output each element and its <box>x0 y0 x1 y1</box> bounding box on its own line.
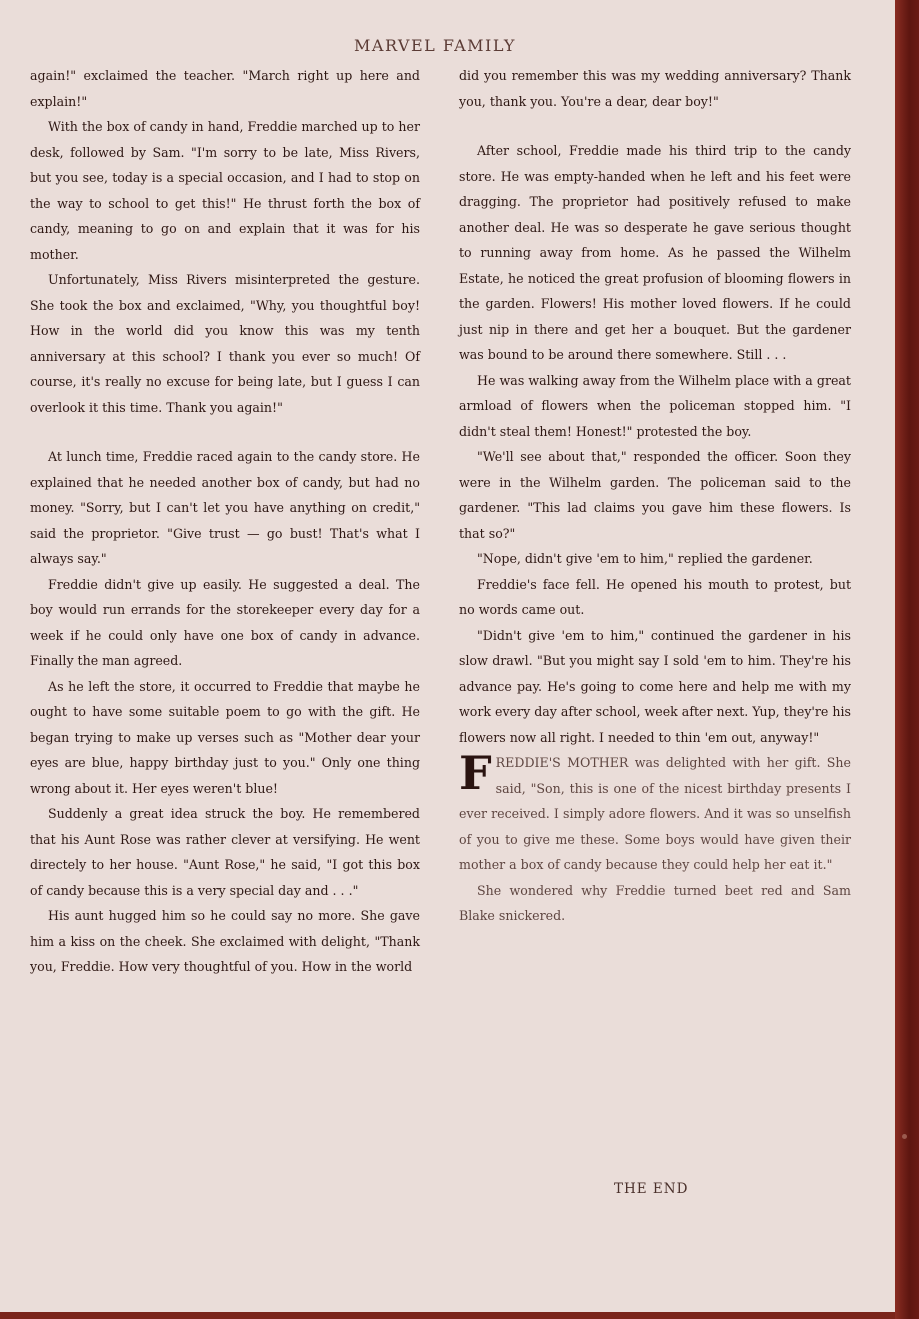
paragraph: As he left the store, it occurred to Freddie that maybe he ought to have some suitable poem to go with the gift. He began trying to make up verses such as "Mother dear your eyes are blue, happy birthday just to you." Only one thing wrong about it. Her eyes weren't blue! <box>30 678 420 796</box>
page-edge <box>895 0 919 1319</box>
paragraph: "Nope, didn't give 'em to him," replied the gardener. <box>477 551 813 566</box>
paragraph: Freddie didn't give up easily. He suggested a deal. The boy would run errands for the storekeeper every day for a week if he could only have one box of candy in advance. Finally the man agreed. <box>30 576 420 668</box>
paragraph: Unfortunately, Miss Rivers misinterpreted the gesture. She took the box and exclaimed, "Why, you thoughtful boy! How in the world did you know this was my tenth anniversary at this school? I thank you ever so much! Of course, it's really no excuse for being late, but I guess I can overlook it this time. Thank you again!" <box>30 272 420 415</box>
the-end-label: THE END <box>614 1181 689 1197</box>
paragraph: At lunch time, Freddie raced again to the candy store. He explained that he needed another box of candy, but had no money. "Sorry, but I can't let you have anything on credit," said the proprietor. "Give trust — go bust! That's what I always say." <box>30 449 420 566</box>
left-column <box>30 63 420 980</box>
paragraph: "We'll see about that," responded the officer. Soon they were in the Wilhelm garden. The policeman said to the gardener. "This lad claims you gave him these flowers. Is that so?" <box>459 449 851 541</box>
paragraph: again!" exclaimed the teacher. "March right up here and explain!" <box>30 68 420 109</box>
page-bottom-edge <box>0 1312 895 1319</box>
paragraph: His aunt hugged him so he could say no more. She gave him a kiss on the cheek. She exclaimed with delight, "Thank you, Freddie. How very thoughtful of you. How in the world <box>30 908 420 974</box>
paragraph: Suddenly a great idea struck the boy. He remembered that his Aunt Rose was rather clever at versifying. He went directely to her house. "Aunt Rose," he said, "I got this box of candy because this is a very special day and . . ." <box>30 806 420 898</box>
paragraph: did you remember this was my wedding anniversary? Thank you, thank you. You're a dear, dear boy!" <box>459 68 851 109</box>
paragraph <box>459 746 851 878</box>
paragraph: He was walking away from the Wilhelm place with a great armload of flowers when the policeman stopped him. "I didn't steal them! Honest!" protested the boy. <box>459 372 851 439</box>
paragraph: She wondered why Freddie turned beet red and Sam Blake snickered. <box>459 882 851 923</box>
paragraph: After school, Freddie made his third trip to the candy store. He was empty-handed when he left and his feet were dragging. The proprietor had positively refused to make another deal. He was so desperate he gave serious thought to running away from home. As he passed the Wilhelm Estate, he noticed the great profusion of blooming flowers in the garden. Flowers! His mother loved flowers. If he could just nip in there and get her a bouquet. But the gardener was bound to be around there somewhere. Still . . . <box>459 143 851 362</box>
paragraph-text: REDDIE'S MOTHER was delighted with her gift. She said, "Son, this is one of the nicest birthday presents I ever received. I simply adore flowers. And it was so unselfish of you to give me these. Some boys would have given their mother a box of candy because they could help her eat it." <box>459 755 851 872</box>
drop-cap: F <box>459 746 492 800</box>
page-spot <box>902 1134 907 1139</box>
right-column <box>459 63 851 929</box>
paragraph: With the box of candy in hand, Freddie marched up to her desk, followed by Sam. "I'm sorry to be late, Miss Rivers, but you see, today is a special occasion, and I had to stop on the way to school to get this!" He thrust forth the box of candy, meaning to go on and explain that it was for his mother. <box>30 119 420 262</box>
running-header: MARVEL FAMILY <box>354 36 516 55</box>
paragraph: Freddie's face fell. He opened his mouth to protest, but no words came out. <box>459 576 851 617</box>
paragraph: "Didn't give 'em to him," continued the gardener in his slow drawl. "But you might say I sold 'em to him. They're his advance pay. He's going to come here and help me with my work every day after school, week after next. Yup, they're his flowers now all right. I needed to thin 'em out, anyway!" <box>459 627 851 745</box>
